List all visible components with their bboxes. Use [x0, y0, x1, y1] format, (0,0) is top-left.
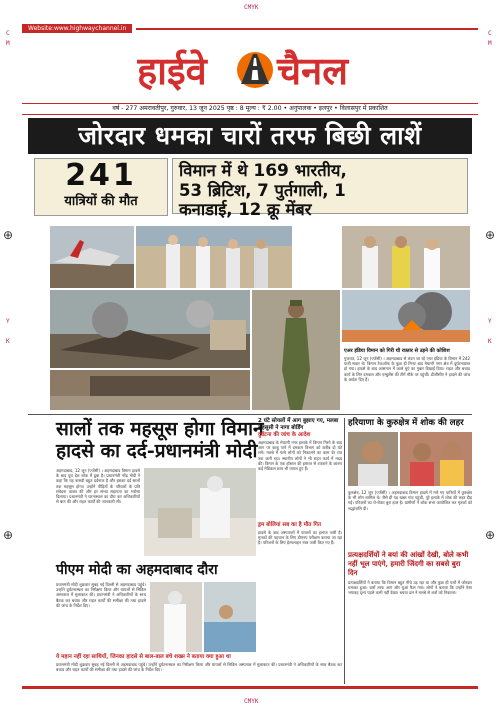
- print-mark-right-y: Y: [488, 318, 492, 325]
- registration-mark-left-lower: ⊕: [3, 528, 14, 542]
- modi-visit-headline: पीएम मोदी का अहमदाबाद दौरा: [56, 562, 218, 578]
- death-toll-caption: यात्रियों की मौत: [64, 194, 138, 209]
- main-story-headline-2: हादसे का दर्द-प्रधानमंत्री मोदी: [56, 440, 258, 462]
- middle-column-headline: 2 घंटे सोयलों में आग बुझाए गए, मलबा सहसूसी ने नागा बोर्डिंग: [258, 418, 339, 431]
- eyewitness-headline: प्रत्यक्षदर्शियों ने बयां की आंखों देखी, बोले कभी नहीं भूल पाएंगे, हमारी जिंदगी का सबसे बुरा दिन: [348, 550, 469, 577]
- registration-mark-right: ⊕: [485, 228, 496, 242]
- modi-visit-body: प्रधानमंत्री मोदी शुक्रवार सुबह नई दिल्ली से अहमदाबाद पहुंचे। उन्होंने दुर्घटनास्थल का निरीक्षण किया और घायलों से सिविल अस्पताल में मुलाकात की। प्रधानमंत्री ने अधिकारियों के साथ बैठक कर बचाव और राहत कार्यों की समीक्षा की तथा हादसे की जांच के निर्देश दिए।: [56, 582, 146, 608]
- section-divider: [28, 414, 472, 415]
- main-story-headline-1: सालों तक महसूस होगा विमान: [56, 418, 264, 440]
- pm-visit-photo: [144, 468, 256, 556]
- top-bar: [22, 24, 478, 33]
- top-rule: [136, 28, 478, 30]
- print-mark-right-m: M: [488, 40, 492, 47]
- registration-mark-left: ⊕: [3, 228, 14, 242]
- smoke-cloud-photo: [342, 290, 470, 342]
- side-story-headline: एअर इंडिया विमान को गिरी थी रफ़्तार से उड़ने की कोशिश: [344, 348, 450, 354]
- registration-mark-right-lower: ⊕: [485, 528, 496, 542]
- rescue-workers-photo: [342, 226, 470, 288]
- debris-ground-photo: [50, 370, 250, 410]
- middle-column-subhead: दुर्घटना की जांच के आदेश: [258, 432, 311, 438]
- print-mark-bottom: CMYK: [244, 698, 259, 705]
- modi-hospital-photo-1: [150, 582, 202, 652]
- right-story-headline: हरियाणा के कुरुक्षेत्र में शोक की लहर: [348, 418, 464, 428]
- death-toll-box: [34, 158, 168, 216]
- kurukshetra-family-photo: [400, 432, 472, 486]
- passenger-line-3: कनाडाई, 12 क्रू मेंबर: [179, 200, 312, 219]
- main-banner-headline: जोरदार धमका चारों तरफ बिछी लाशें: [28, 118, 472, 154]
- bottom-rule: [22, 686, 478, 689]
- soldier-photo: [252, 290, 340, 410]
- middle-column-body: अहमदाबाद के मेघाणी नगर इलाके में विमान गिरने के बाद आग पर काबू पाने में दमकल विभाग को करीब दो घंटे लगे। मलबे में फंसे लोगों को निकालने का काम देर रात तक जारी रहा। स्थानीय लोगों ने भी राहत कार्य में मदद की। विमान के एक हॉस्टल की इमारत से टकराने के कारण कई मेडिकल छात्र भी घायल हुए हैं।: [258, 440, 342, 472]
- death-toll-number: 241: [65, 158, 137, 193]
- middle-column-subhead-2: ड्रम बोलियां सब का है मौत गित: [258, 522, 321, 528]
- middle-column-body-2: हादसे के बाद अस्पतालों में घायलों का इलाज जारी है। मृतकों की पहचान के लिए डीएनए परीक्षण कराया जा रहा है। परिजनों के लिए हेल्पलाइन नंबर जारी किए गए हैं।: [258, 530, 342, 546]
- eyewitness-body: प्रत्यक्षदर्शियों ने बताया कि विमान बहुत नीचे उड़ रहा था और कुछ ही पलों में जोरदार धमाका हुआ। चारों तरफ आग और धुआं फैल गया। लोगों ने बताया कि उन्होंने ऐसा भयावह दृश्य पहले कभी नहीं देखा। बचाव दल ने मलबे से शवों को निकाला।: [348, 580, 472, 596]
- print-mark-left-c: C: [6, 30, 10, 37]
- right-story-body: कुरुक्षेत्र, 12 जून (एजेंसी) । अहमदाबाद विमान हादसे में मारे गए यात्रियों में कुरुक्षेत्र के भी लोग शामिल थे। जैसे ही यह खबर गांव पहुंची, पूरे इलाके में शोक की लहर दौड़ गई। परिजनों का रो-रोकर बुरा हाल है। ग्रामीणों ने शोक सभा आयोजित कर मृतकों को श्रद्धांजलि दी।: [348, 490, 472, 511]
- right-column-divider: [344, 418, 345, 684]
- crash-site-aerial-photo: [50, 290, 250, 368]
- print-mark-left-m: M: [6, 40, 10, 47]
- print-mark-right-c: C: [488, 30, 492, 37]
- kurukshetra-man-photo: [348, 432, 398, 486]
- masthead-title-left: हाईवे: [137, 49, 207, 93]
- dateline: वर्ष - 277 अमरावतीपुर, गुरुवार, 13 जून 2025 पृष्ठ : 8 मूल्य : ₹ 2.00 • अनुपालक • इलपुर • विलासपुर में प्रकाशित: [22, 103, 478, 115]
- print-mark-top: CMYK: [244, 4, 259, 11]
- passenger-line-2: 53 ब्रिटिश, 7 पुर्तगाली, 1: [179, 181, 346, 200]
- website-label: Website:www.highwaychannel.in: [22, 24, 132, 33]
- crash-wreckage-photo: [50, 226, 134, 288]
- pm-at-site-photo: [136, 226, 292, 288]
- bottom-strip-body: प्रधानमंत्री मोदी शुक्रवार सुबह नई दिल्ली से अहमदाबाद पहुंचे। उन्होंने दुर्घटनास्थल का निरीक्षण किया और घायलों से सिविल अस्पताल में मुलाकात की। प्रधानमंत्री ने अधिकारियों के साथ बैठक कर बचाव और राहत कार्यों की समीक्षा की तथा हादसे की जांच के निर्देश दिए।: [56, 662, 342, 673]
- masthead-logo: [137, 44, 363, 94]
- print-mark-left-y: Y: [6, 318, 10, 325]
- bottom-strip-headline: ये महान नहीं रहा साथियों, जिनका हादसे से बाल-बाल बचे शख्स ने बताया क्या हुआ था: [56, 654, 231, 660]
- passenger-line-1: विमान में थे 169 भारतीय,: [179, 161, 347, 181]
- modi-hospital-photo-2: [204, 582, 256, 652]
- side-story-body: गुजरात, 12 जून (एजेंसी) । अहमदाबाद से लंदन जा रहे एयर इंडिया के विमान में 242 यात्री सवार थे। विमान टेकऑफ के कुछ ही मिनट बाद मेघाणी नगर क्षेत्र में दुर्घटनाग्रस्त हो गया। हादसे के बाद आसमान में काले धुएं का गुबार दिखाई दिया। राहत और बचाव कार्य के लिए दमकल और एम्बुलेंस की टीमें मौके पर पहुंचीं। डीजीसीए ने हादसे की जांच के आदेश दिए हैं।: [344, 356, 470, 382]
- passenger-breakdown-box: [172, 158, 468, 219]
- newspaper-page: [22, 18, 478, 690]
- print-mark-left-k: K: [6, 338, 10, 345]
- print-mark-right-k: K: [488, 338, 492, 345]
- main-story-body: अहमदाबाद, 12 जून (एजेंसी) । अहमदाबाद विमान हादसे के बाद पूरा देश शोक में डूबा है। प्रधानमंत्री नरेंद्र मोदी ने कहा कि यह त्रासदी बहुत दर्दनाक है और इसका दर्द सालों तक महसूस होगा। उन्होंने पीड़ितों के परिवारों के प्रति संवेदना व्यक्त की और हर संभव सहायता का भरोसा दिलाया। प्रधानमंत्री ने घटनास्थल का दौरा कर अधिकारियों से बात की और राहत कार्यों की जानकारी ली।: [56, 468, 140, 505]
- masthead-title-right: चैनल: [277, 49, 348, 93]
- masthead: [22, 38, 478, 100]
